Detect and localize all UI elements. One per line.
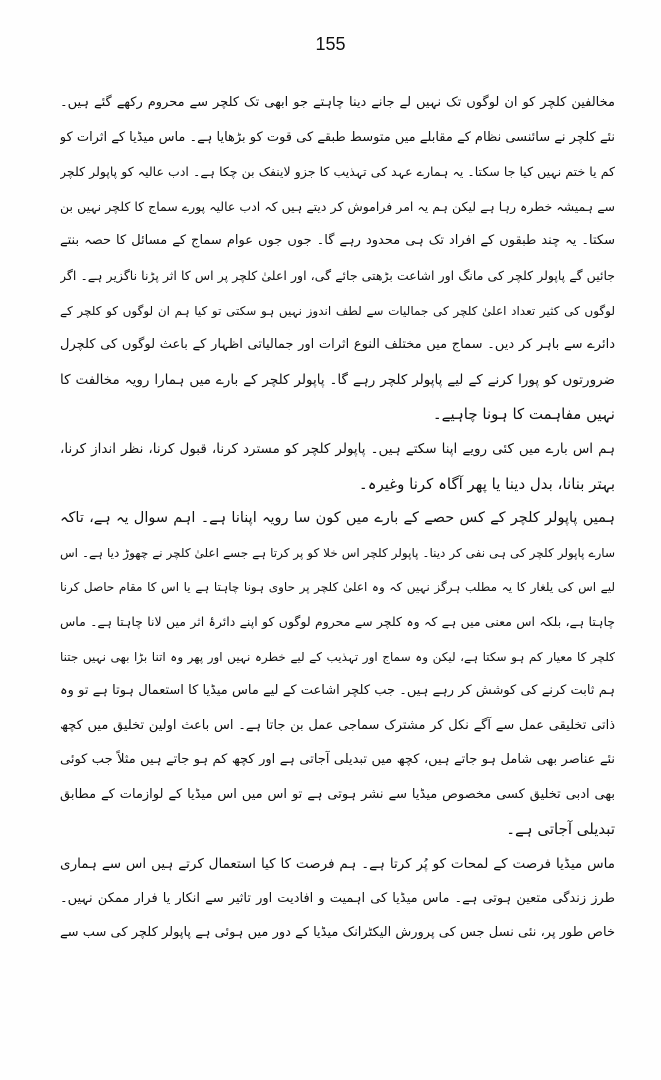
page-number: 155 <box>315 34 346 54</box>
text-line: جائیں گے پاپولر کلچر کی مانگ اور اشاعت بڑھتی جائے گی، اور اعلیٰ کلچر پر اس کا اثر پڑنا ناگزیر ہے۔ اگر <box>60 267 615 283</box>
text-line: کلچر کا معیار کم ہو سکتا ہے، لیکن وہ سماج اور تہذیب کے لیے خطرہ نہیں اور پھر وہ اتنا بڑا بھی نہیں جتنا <box>60 649 615 664</box>
text-line: نئے کلچر نے سائنسی نظام کے مقابلے میں متوسط طبقے کی قوت کو بڑھایا ہے۔ ماس میڈیا کے اثرات کو <box>60 129 615 145</box>
text-line: ہم اس بارے میں کئی رویے اپنا سکتے ہیں۔ پاپولر کلچر کو مسترد کرنا، قبول کرنا، نظر انداز کرنا، <box>60 440 615 457</box>
text-line: بھی ادبی تخلیق کسی مخصوص میڈیا سے نشر ہوتی ہے تو اس میں اس میڈیا کے لوازمات کے مطابق <box>60 786 615 802</box>
text-line: ضرورتوں کو پورا کرنے کے لیے پاپولر کلچر رہے گا۔ پاپولر کلچر کے بارے میں ہمارا رویہ مخالفت کا <box>60 371 615 388</box>
paragraph-4 <box>60 847 615 951</box>
text-line: نہیں مفاہمت کا ہونا چاہیے۔ <box>432 405 615 424</box>
text-line: ہمیں پاپولر کلچر کے کس حصے کے بارے میں کون سا رویہ اپنانا ہے۔ اہم سوال یہ ہے، تاکہ <box>60 510 615 527</box>
text-line: لیے اس کی یلغار کا یہ مطلب ہرگز نہیں کہ وہ اعلیٰ کلچر پر حاوی ہونا چاہتا ہے یا اس کا مقام حاصل کرنا <box>60 580 615 595</box>
text-line: سے ہمیشہ خطرہ رہا ہے لیکن ہم یہ امر فراموش کر دیتے ہیں کہ ادب عالیہ پورے سماج کا کلچر نہیں بن <box>60 198 615 214</box>
page-body <box>60 86 615 951</box>
text-line: دائرے سے باہر کر دیں۔ سماج میں مختلف النوع اثرات اور جمالیاتی اظہار کے باعث لوگوں کی کلچرل <box>60 337 615 353</box>
paragraph-1 <box>60 86 615 432</box>
text-line: بہتر بنانا، بدل دینا یا پھر آگاہ کرنا وغیرہ۔ <box>358 474 615 493</box>
paragraph-2 <box>60 432 615 501</box>
text-line: نئے عناصر بھی شامل ہو جاتے ہیں، کچھ میں تبدیلی آجاتی ہے اور کچھ کم ہو جاتے ہیں مثلاً جب کوئی <box>60 752 615 768</box>
paragraph-3 <box>60 501 615 847</box>
text-line: ذاتی تخلیقی عمل سے آگے نکل کر مشترک سماجی عمل بن جاتا ہے۔ اس باعث اولین تخلیق میں کچھ <box>60 717 615 733</box>
text-line: ماس میڈیا فرصت کے لمحات کو پُر کرتا ہے۔ ہم فرصت کا کیا استعمال کرتے ہیں اس سے ہماری <box>60 856 615 873</box>
text-line: لوگوں کی کثیر تعداد اعلیٰ کلچر کی جمالیات سے لطف اندوز نہیں ہو سکتی تو کیا ہم ان لوگوں کو کلچر کے <box>60 303 615 318</box>
text-line: خاص طور پر، نئی نسل جس کی پرورش الیکٹرانک میڈیا کے دور میں ہوئی ہے پاپولر کلچر کی سب سے <box>60 925 615 941</box>
text-line: مخالفین کلچر کو ان لوگوں تک نہیں لے جانے دینا چاہتے جو ابھی تک کلچر سے محروم رکھے گئے ہیں۔ <box>60 95 615 110</box>
text-line: سارے پاپولر کلچر کی ہی نفی کر دینا۔ پاپولر کلچر اس خلا کو پر کرتا ہے جسے اعلیٰ کلچر نے چھوڑ دیا ہے۔ اس <box>60 545 615 560</box>
text-line: طرز زندگی متعین ہوتی ہے۔ ماس میڈیا کی اہمیت و افادیت اور تاثیر سے انکار یا فرار ممکن نہیں۔ <box>60 890 615 906</box>
text-line: چاہتا ہے، بلکہ اس معنی میں ہے کہ وہ کلچر سے محروم لوگوں کو اپنے دائرۂ اثر میں لانا چاہتا ہے۔ ماس <box>60 613 615 629</box>
text-line: ہم ثابت کرنے کی کوشش کر رہے ہیں۔ جب کلچر اشاعت کے لیے ماس میڈیا کا استعمال ہوتا ہے تو وہ <box>60 683 615 699</box>
text-line: کم یا ختم نہیں کیا جا سکتا۔ یہ ہمارے عہد کی تہذیب کا جزو لاینفک بن چکا ہے۔ ادب عالیہ کو پاپولر کلچر <box>60 164 615 180</box>
text-line: تبدیلی آجاتی ہے۔ <box>506 820 615 839</box>
text-line: سکتا۔ یہ چند طبقوں کے افراد تک ہی محدود رہے گا۔ جوں جوں عوام سماج کے مسائل کا حصہ بنتے <box>60 233 615 249</box>
